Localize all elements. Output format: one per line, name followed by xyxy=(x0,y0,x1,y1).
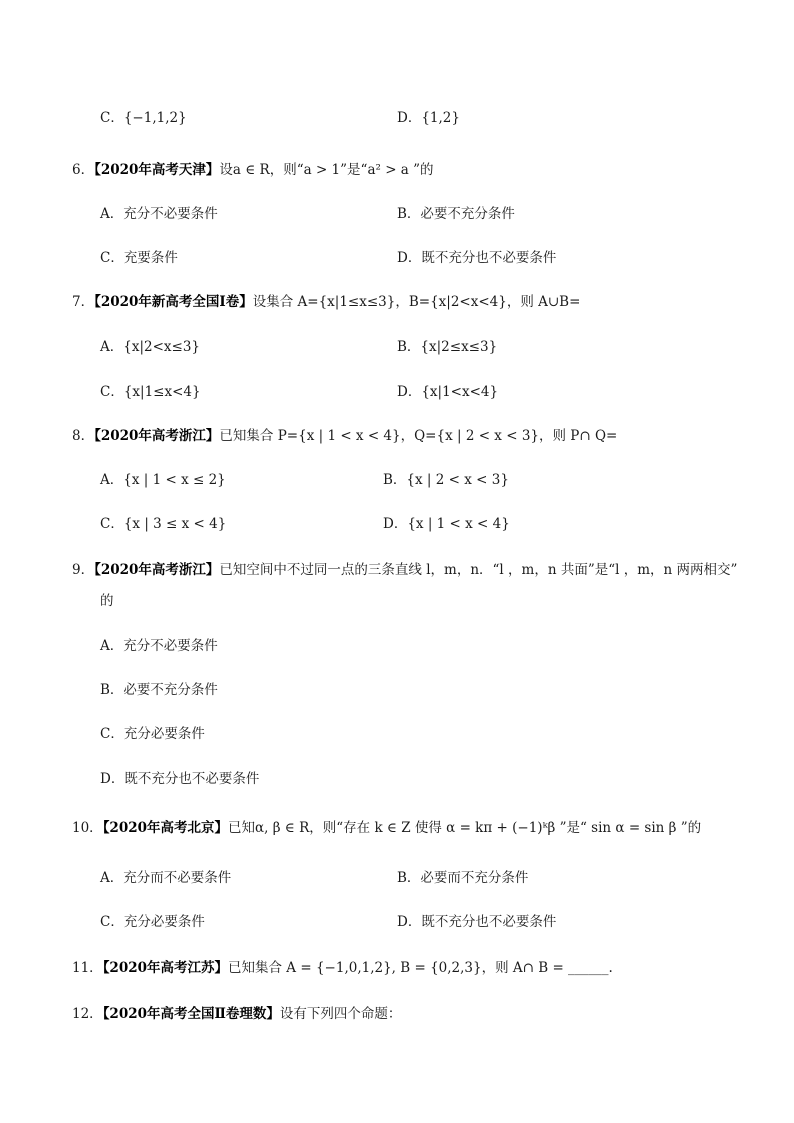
q6-option-c: C．充要条件 xyxy=(100,250,178,266)
question-9-stem-continued: 的 xyxy=(100,593,114,609)
question-number: 6． xyxy=(72,162,95,178)
q10-option-d: D．既不充分也不必要条件 xyxy=(397,914,557,930)
q8-option-b: B．{x | 2 < x < 3} xyxy=(383,472,509,488)
source-tag: 【2020年高考北京】 xyxy=(102,820,229,836)
question-6 xyxy=(72,158,434,178)
question-number: 8． xyxy=(72,428,95,444)
question-7 xyxy=(72,290,580,310)
question-stem: 设有下列四个命题： xyxy=(279,1006,402,1022)
prev-option-d: D．{1,2} xyxy=(397,110,460,126)
q7-option-d: D．{x|1<x<4} xyxy=(397,384,499,400)
q7-option-a: A．{x|2<x≤3} xyxy=(100,339,201,355)
source-tag: 【2020年高考浙江】 xyxy=(94,562,220,578)
question-stem: 设集合 A={x|1≤x≤3}，B={x|2<x<4}，则 A∪B= xyxy=(252,294,581,310)
question-stem: 设a ∈ R，则“a > 1”是“a² > a ”的 xyxy=(219,162,434,178)
q7-option-c: C．{x|1≤x<4} xyxy=(100,384,201,400)
q6-option-a: A．充分不必要条件 xyxy=(100,206,218,222)
source-tag: 【2020年高考全国Ⅱ卷理数】 xyxy=(102,1006,280,1022)
q7-option-b: B．{x|2≤x≤3} xyxy=(397,339,498,355)
question-11 xyxy=(72,956,613,976)
q8-option-d: D．{x | 1 < x < 4} xyxy=(383,516,510,532)
source-tag: 【2020年新高考全国Ⅰ卷】 xyxy=(94,294,253,310)
source-tag: 【2020年高考江苏】 xyxy=(102,960,229,976)
question-number: 10． xyxy=(72,820,103,836)
question-number: 12． xyxy=(72,1006,103,1022)
question-9 xyxy=(72,558,737,578)
prev-option-c: C．{−1,1,2} xyxy=(100,110,187,126)
question-stem: 已知集合 P={x | 1 < x < 4}，Q={x | 2 < x < 3}，则 P∩ Q= xyxy=(219,428,618,444)
question-stem: 已知α, β ∈ R，则“存在 k ∈ Z 使得 α = kπ + (−1)ᵏβ ”是“ sin α = sin β ”的 xyxy=(228,820,702,836)
q9-option-d: D．既不充分也不必要条件 xyxy=(100,771,260,787)
q6-option-d: D．既不充分也不必要条件 xyxy=(397,250,557,266)
q8-option-c: C．{x | 3 ≤ x < 4} xyxy=(100,516,227,532)
q9-option-b: B．必要不充分条件 xyxy=(100,682,218,698)
q9-option-c: C．充分必要条件 xyxy=(100,726,205,742)
q10-option-c: C．充分必要条件 xyxy=(100,914,205,930)
question-12 xyxy=(72,1002,401,1022)
q9-option-a: A．充分不必要条件 xyxy=(100,638,218,654)
source-tag: 【2020年高考浙江】 xyxy=(94,428,220,444)
question-number: 11． xyxy=(72,960,103,976)
source-tag: 【2020年高考天津】 xyxy=(94,162,220,178)
question-stem: 已知集合 A = {−1,0,1,2}, B = {0,2,3}，则 A∩ B = ______. xyxy=(228,960,613,976)
q8-option-a: A．{x | 1 < x ≤ 2} xyxy=(100,472,226,488)
question-number: 7． xyxy=(72,294,95,310)
question-8 xyxy=(72,424,617,444)
question-stem: 已知空间中不过同一点的三条直线 l，m，n．“l ，m，n 共面”是“l ，m，n 两两相交” xyxy=(219,562,738,578)
question-10 xyxy=(72,816,701,836)
question-number: 9． xyxy=(72,562,95,578)
q10-option-a: A．充分而不必要条件 xyxy=(100,870,232,886)
q10-option-b: B．必要而不充分条件 xyxy=(397,870,529,886)
q6-option-b: B．必要不充分条件 xyxy=(397,206,515,222)
